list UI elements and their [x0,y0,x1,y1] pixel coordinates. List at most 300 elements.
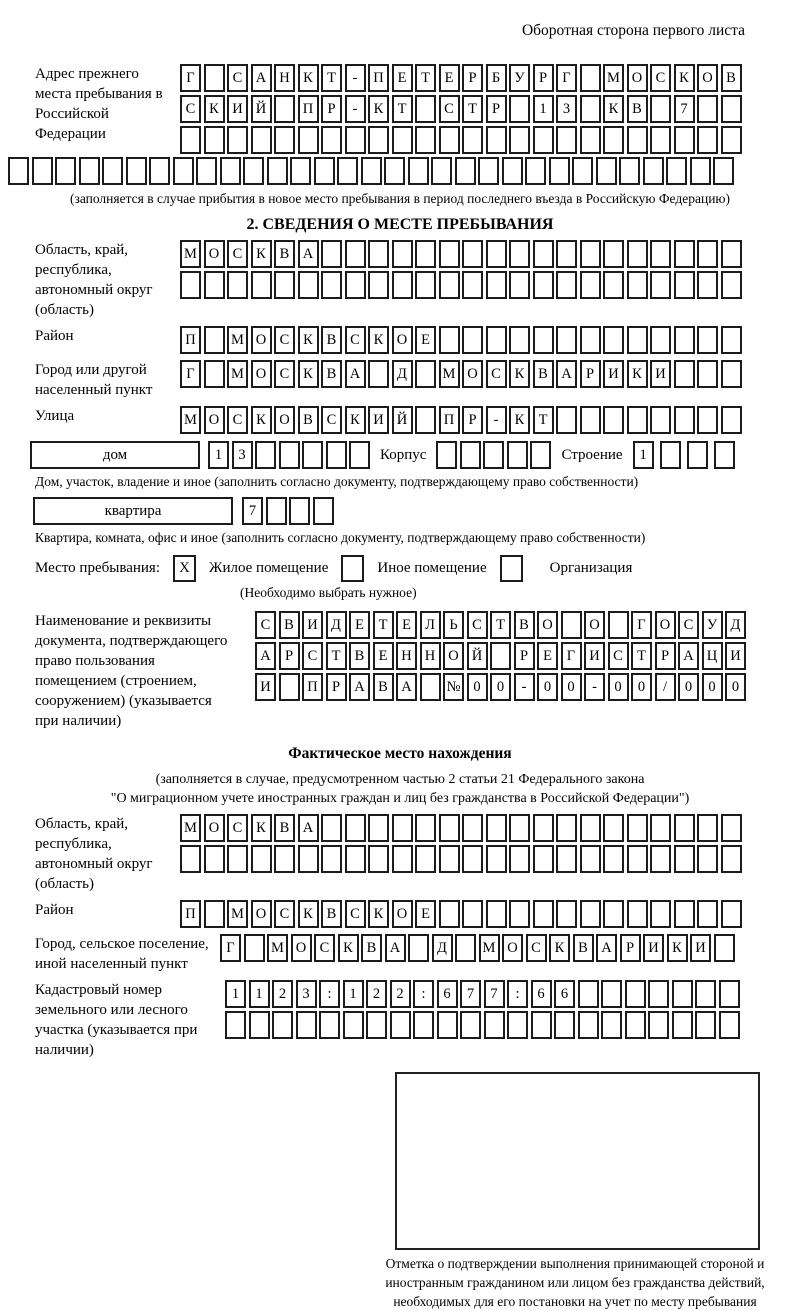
char-box [580,900,601,928]
char-box [296,1011,317,1039]
char-box [437,1011,458,1039]
fact-raion-row [180,900,742,928]
char-box: И [603,360,624,388]
char-box [530,441,551,469]
char-box [578,1011,599,1039]
dom-row [30,441,800,469]
char-box: С [345,900,366,928]
char-box [674,360,695,388]
char-box [556,326,577,354]
char-box [251,271,272,299]
kadastr-label: Кадастровый номер земельного или лесного участка (указывается при наличии) [35,982,198,1058]
char-box [533,271,554,299]
char-box [650,845,671,873]
char-box [719,1011,740,1039]
char-box [274,845,295,873]
char-box: Е [415,900,436,928]
char-box: 1 [343,980,364,1008]
char-box: В [321,326,342,354]
char-box [321,814,342,842]
char-box [180,845,201,873]
char-box [8,157,29,185]
char-box [439,814,460,842]
char-box [204,845,225,873]
char-box [462,271,483,299]
char-box [572,157,593,185]
char-box [533,845,554,873]
char-box [415,360,436,388]
section2-title: 2. СВЕДЕНИЯ О МЕСТЕ ПРЕБЫВАНИЯ [246,216,554,233]
char-box: С [227,406,248,434]
char-box: 0 [467,673,488,701]
char-box [415,240,436,268]
char-box [126,157,147,185]
char-box [695,980,716,1008]
char-box [345,126,366,154]
char-box: А [298,814,319,842]
char-box [204,271,225,299]
char-box: В [349,642,370,670]
mesto-label: Место пребывания: [35,560,160,576]
char-box: А [251,64,272,92]
char-box: С [274,900,295,928]
char-box: В [533,360,554,388]
char-box [627,271,648,299]
char-box [413,1011,434,1039]
char-box [486,126,507,154]
char-box: М [227,900,248,928]
char-box: Г [180,360,201,388]
char-box [251,845,272,873]
char-box: А [255,642,276,670]
char-box: 1 [208,441,229,469]
char-box: С [302,642,323,670]
char-box [436,441,457,469]
document-label: Наименование и реквизиты документа, подтверждающего право пользования помещением (строением, сооружением) (указывается при наличии) [35,613,228,729]
char-box [608,611,629,639]
char-box: М [439,360,460,388]
zhiloe-label: Жилое помещение [209,560,329,576]
char-box: О [204,814,225,842]
char-box [227,845,248,873]
char-box [531,1011,552,1039]
char-box [580,126,601,154]
char-box [272,1011,293,1039]
char-box: 2 [272,980,293,1008]
char-box [415,845,436,873]
char-box: К [509,406,530,434]
char-box: Т [392,95,413,123]
char-box: Е [396,611,417,639]
char-box: А [596,934,617,962]
ulitsa-label: Улица [35,408,75,424]
char-box [486,845,507,873]
char-box [509,814,530,842]
fact-oblast-row-1 [180,814,742,842]
char-box [714,441,735,469]
char-box: Г [631,611,652,639]
char-box [267,157,288,185]
char-box [533,900,554,928]
mesto-row [35,555,800,582]
char-box [627,406,648,434]
inoe-checkbox [341,555,364,582]
char-box: С [255,611,276,639]
prev-address-note: (заполняется в случае прибытия в новое место пребывания в период последнего въезда в Российскую Федерацию) [69,191,731,206]
char-box [244,934,265,962]
char-box: 7 [460,980,481,1008]
char-box: О [251,900,272,928]
char-box [650,95,671,123]
char-box [525,157,546,185]
char-box: П [368,64,389,92]
char-box: К [298,900,319,928]
char-box: Л [420,611,441,639]
char-box [321,845,342,873]
char-box: 0 [678,673,699,701]
char-box [509,240,530,268]
char-box [274,271,295,299]
char-box: А [396,673,417,701]
char-box [408,934,429,962]
char-box [674,814,695,842]
char-box [204,900,225,928]
char-box [507,441,528,469]
fact-note-line2: "О миграционном учете иностранных граждан и лиц без гражданства в Российской Федерации") [110,791,690,806]
char-box: В [298,406,319,434]
char-box [509,900,530,928]
char-box: О [274,406,295,434]
char-box [290,157,311,185]
char-box [420,673,441,701]
char-box [556,240,577,268]
char-box [204,360,225,388]
char-box [392,126,413,154]
stamp-note: Отметка о подтверждении выполнения принимающей стороной и иностранным гражданином или лицом без гражданства действий, необходимых для его постановки на учет по месту пребывания [385,1256,765,1309]
char-box: М [267,934,288,962]
char-box [345,240,366,268]
char-box: В [321,360,342,388]
prev-address-label: Адрес прежнего места пребывания в Российской Федерации [35,66,163,142]
char-box [697,271,718,299]
prev-address-field [35,64,800,154]
char-box: И [725,642,746,670]
char-box: Й [251,95,272,123]
gorod-label: Город или другой населенный пункт [35,362,153,398]
char-box: М [180,406,201,434]
char-box: И [650,360,671,388]
char-box: К [549,934,570,962]
char-box [392,845,413,873]
char-box: : [507,980,528,1008]
char-box: - [345,64,366,92]
char-box [486,900,507,928]
char-box: О [502,934,523,962]
org-checkbox [500,555,523,582]
char-box: 6 [554,980,575,1008]
char-box: Ц [702,642,723,670]
fact-oblast-field [35,814,800,894]
char-box [721,126,742,154]
char-box [431,157,452,185]
char-box [255,441,276,469]
char-box [32,157,53,185]
char-box [439,326,460,354]
char-box: И [255,673,276,701]
oblast-field [35,240,800,320]
char-box: О [655,611,676,639]
char-box: Е [373,642,394,670]
char-box [462,900,483,928]
char-box [509,326,530,354]
char-box [368,126,389,154]
char-box: Р [655,642,676,670]
char-box [196,157,217,185]
char-box: - [584,673,605,701]
char-box: Т [462,95,483,123]
char-box [719,980,740,1008]
char-box: Е [439,64,460,92]
char-box: М [603,64,624,92]
char-box [462,126,483,154]
char-box [279,441,300,469]
char-box: У [702,611,723,639]
char-box: П [439,406,460,434]
char-box: 3 [232,441,253,469]
char-box [625,980,646,1008]
char-box [384,157,405,185]
char-box [368,360,389,388]
stroenie-label: Строение [561,447,623,463]
char-box: П [302,673,323,701]
char-box: 7 [674,95,695,123]
char-box: К [298,360,319,388]
char-box [392,814,413,842]
char-box [289,497,310,525]
char-box [580,271,601,299]
char-box: Д [392,360,413,388]
char-box: С [467,611,488,639]
char-box: А [345,360,366,388]
char-box: К [251,814,272,842]
char-box [596,157,617,185]
char-box [368,845,389,873]
char-box [227,126,248,154]
char-box: 2 [366,980,387,1008]
oblast-row-1 [180,240,742,268]
char-box [368,271,389,299]
char-box: А [298,240,319,268]
char-box: В [573,934,594,962]
char-box: О [443,642,464,670]
char-box [486,326,507,354]
char-box: Т [373,611,394,639]
char-box: 1 [533,95,554,123]
char-box: 1 [633,441,654,469]
char-box [721,900,742,928]
char-box: А [556,360,577,388]
char-box [721,360,742,388]
char-box: С [439,95,460,123]
char-box: Р [486,95,507,123]
char-box: / [655,673,676,701]
char-box [349,441,370,469]
char-box [502,157,523,185]
mesto-note: (Необходимо выбрать нужное) [240,585,417,600]
char-box: Р [620,934,641,962]
kvartira-box: квартира [33,497,233,525]
raion-label: Район [35,328,74,344]
char-box [204,326,225,354]
char-box [343,1011,364,1039]
char-box [415,126,436,154]
char-box [721,271,742,299]
char-box: А [385,934,406,962]
char-box [674,126,695,154]
char-box: Т [415,64,436,92]
char-box [627,240,648,268]
char-box [509,126,530,154]
char-box [556,271,577,299]
char-box: 0 [725,673,746,701]
char-box: Р [326,673,347,701]
char-box [714,934,735,962]
char-box [690,157,711,185]
char-box: У [509,64,530,92]
char-box: 7 [242,497,263,525]
char-box: С [608,642,629,670]
char-box: В [279,611,300,639]
char-box: Г [561,642,582,670]
char-box: 0 [631,673,652,701]
char-box: - [514,673,535,701]
char-box: В [274,240,295,268]
document-field [35,611,800,731]
char-box: Е [349,611,370,639]
char-box: А [678,642,699,670]
char-box [674,240,695,268]
kadastr-row-1 [225,980,740,1008]
char-box: Д [725,611,746,639]
char-box: Т [321,64,342,92]
char-box [243,157,264,185]
char-box: И [584,642,605,670]
char-box [392,271,413,299]
char-box [697,360,718,388]
dom-note: Дом, участок, владение и иное (заполнить согласно документу, подтверждающему право собственности) [35,474,639,489]
char-box [102,157,123,185]
char-box [173,157,194,185]
char-box [415,271,436,299]
char-box [721,326,742,354]
page-title: Оборотная сторона первого листа [521,22,745,39]
char-box [298,845,319,873]
fact-gorod-label: Город, сельское поселение, иной населенный пункт [35,936,209,972]
char-box [486,240,507,268]
korpus-cells [436,441,551,469]
char-box [313,497,334,525]
char-box [274,95,295,123]
char-box: Д [326,611,347,639]
char-box [483,441,504,469]
char-box: С [345,326,366,354]
char-box [672,1011,693,1039]
document-row-1 [255,611,746,639]
char-box [713,157,734,185]
char-box: С [180,95,201,123]
char-box [533,814,554,842]
char-box: 7 [484,980,505,1008]
char-box [721,240,742,268]
char-box [648,1011,669,1039]
char-box [345,814,366,842]
char-box: Д [432,934,453,962]
char-box [439,900,460,928]
char-box: О [584,611,605,639]
dom-cells [208,441,370,469]
char-box [580,326,601,354]
char-box: С [321,406,342,434]
char-box [580,64,601,92]
char-box [697,406,718,434]
char-box: : [413,980,434,1008]
char-box [603,326,624,354]
char-box: К [368,900,389,928]
char-box [507,1011,528,1039]
char-box [345,271,366,299]
char-box [149,157,170,185]
char-box [321,271,342,299]
char-box [580,814,601,842]
gorod-field [35,360,800,400]
char-box [439,126,460,154]
char-box: С [227,240,248,268]
char-box: И [690,934,711,962]
char-box: 3 [556,95,577,123]
fact-raion-label: Район [35,902,74,918]
char-box [650,814,671,842]
char-box: Р [514,642,535,670]
char-box: Е [415,326,436,354]
char-box: С [227,814,248,842]
char-box [227,271,248,299]
char-box: Т [326,642,347,670]
char-box [509,845,530,873]
fact-title: Фактическое место нахождения [288,745,512,762]
kvartira-note: Квартира, комната, офис и иное (заполнить согласно документу, подтверждающему право собственности) [35,530,646,545]
oblast-row-2 [180,271,742,299]
char-box [627,126,648,154]
char-box [321,126,342,154]
char-box: П [180,326,201,354]
char-box [648,980,669,1008]
char-box [603,271,624,299]
char-box: М [227,360,248,388]
char-box [460,1011,481,1039]
zhiloe-checkbox: X [173,555,196,582]
char-box: К [627,360,648,388]
char-box [490,642,511,670]
char-box [462,326,483,354]
char-box [462,845,483,873]
char-box [225,1011,246,1039]
char-box: К [338,934,359,962]
char-box: Р [462,64,483,92]
char-box: 6 [437,980,458,1008]
char-box [721,95,742,123]
char-box [603,240,624,268]
char-box: 1 [225,980,246,1008]
